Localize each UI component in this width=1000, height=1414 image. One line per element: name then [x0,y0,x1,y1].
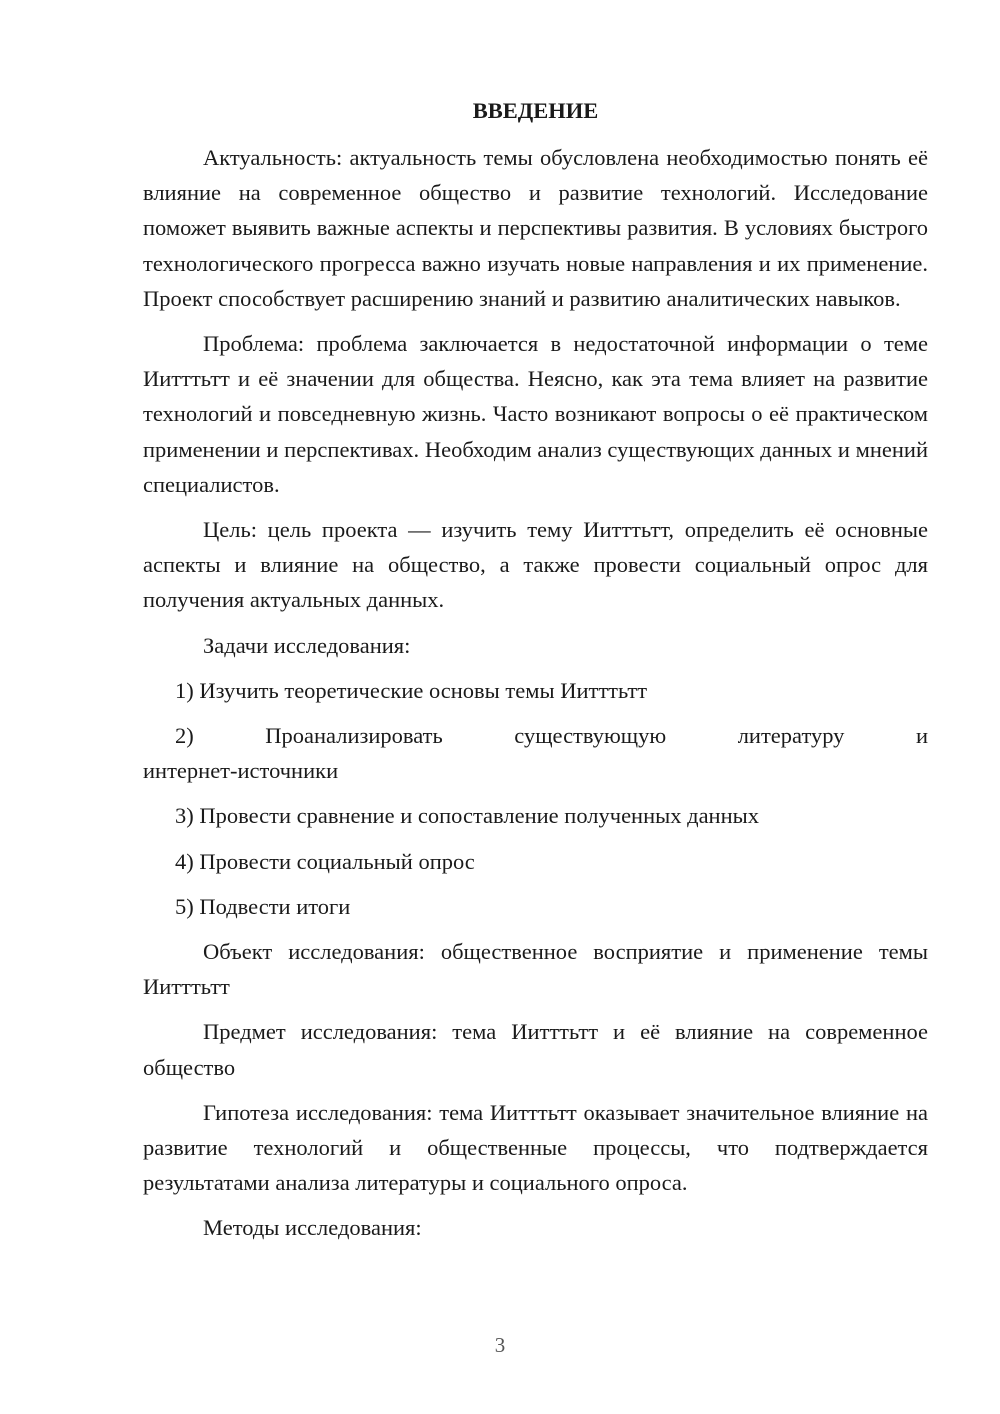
object-paragraph: Объект исследования: общественное восприятие и применение темы Иитттьтт [143,939,928,1000]
task-item-2: 2) Проанализировать существующую литературу и интернет-источники [143,723,928,784]
document-page [143,96,928,1256]
task-item-5: 5) Подвести итоги [175,893,351,919]
problem-paragraph: Проблема: проблема заключается в недостаточной информации о теме Иитттьтт и её значении для общества. Неясно, как эта тема влияет на развитие технологий и повседневную жизнь. Часто возникают вопросы о её практическом применении и перспективах. Необходим анализ существующих данных и мнений специалистов. [143,331,928,497]
task-item-1: 1) Изучить теоретические основы темы Иитттьтт [175,677,648,703]
hypothesis-paragraph: Гипотеза исследования: тема Иитттьтт оказывает значительное влияние на развитие технологий и общественные процессы, что подтверждается результатами анализа литературы и социального опроса. [143,1099,928,1196]
page-title: ВВЕДЕНИЕ [472,98,599,123]
tasks-heading: Задачи исследования: [203,632,411,658]
relevance-paragraph: Актуальность: актуальность темы обусловлена необходимостью понять её влияние на современное общество и развитие технологий. Исследование поможет выявить важные аспекты и перспективы развития. В условиях быстрого технологического прогресса важно изучать новые направления и их применение. Проект способствует расширению знаний и развитию аналитических навыков. [143,145,928,311]
methods-heading: Методы исследования: [203,1215,422,1241]
page-number: 3 [494,1333,506,1357]
task-item-3: 3) Провести сравнение и сопоставление полученных данных [175,803,760,829]
goal-paragraph: Цель: цель проекта — изучить тему Иитттьтт, определить её основные аспекты и влияние на общество, а также провести социальный опрос для получения актуальных данных. [143,517,928,613]
subject-paragraph: Предмет исследования: тема Иитттьтт и её влияние на современное общество [143,1019,928,1080]
task-item-4: 4) Провести социальный опрос [175,848,475,874]
